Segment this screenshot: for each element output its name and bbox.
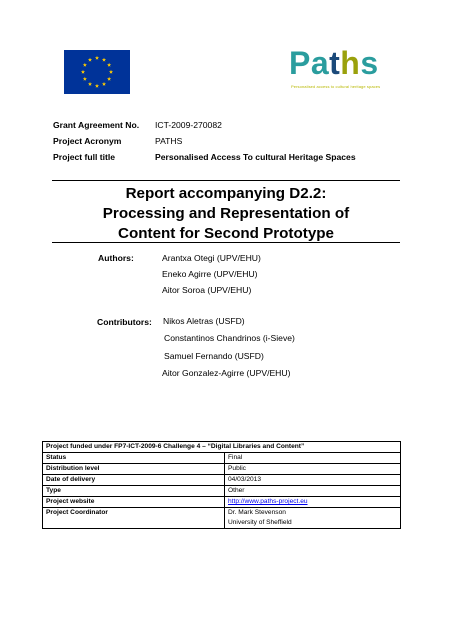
acronym-row [53,133,356,149]
authors-label: Authors: [98,253,134,263]
grant-value: ICT-2009-270082 [155,120,222,130]
contributors-list [162,313,295,381]
grant-info [53,117,356,165]
row-value: Other [225,486,401,497]
row-value: 04/03/2013 [225,475,401,486]
table-row [43,464,401,475]
top-rule [52,180,400,181]
report-title-line-2: Processing and Representation of [102,205,350,222]
author-name: Arantxa Otegi (UPV/EHU) [162,253,261,263]
row-value: Final [225,453,401,464]
row-label: Project website [43,497,225,508]
acronym-label: Project Acronym [53,136,122,146]
acronym-value: PATHS [155,136,183,146]
author-name: Aitor Soroa (UPV/EHU) [162,285,252,295]
row-label: Distribution level [43,464,225,475]
row-label: Date of delivery [43,475,225,486]
full-title-row [53,149,356,165]
bottom-rule [52,242,400,243]
author-name: Eneko Agirre (UPV/EHU) [162,269,258,279]
coordinator-name: Dr. Mark Stevenson [228,509,286,516]
table-row [43,497,401,508]
project-website-cell [225,497,401,508]
grant-label: Grant Agreement No. [53,120,140,130]
eu-flag-icon [64,50,130,94]
table-row [43,508,401,529]
report-title-line-1: Report accompanying D2.2: [125,185,327,202]
row-value: Public [225,464,401,475]
contributor-name: Nikos Aletras (USFD) [163,316,245,326]
paths-logo [289,46,389,94]
coordinator-cell [225,508,401,529]
report-title-line-3: Content for Second Prototype [118,225,334,242]
row-label: Type [43,486,225,497]
contributor-name: Samuel Fernando (USFD) [164,351,264,361]
grant-row [53,117,356,133]
contributors-label: Contributors: [97,317,152,327]
row-label: Status [43,453,225,464]
row-label: Project Coordinator [43,508,225,529]
paths-logo-tagline: Personalised access to cultural heritage spaces [291,84,381,89]
report-title [52,184,400,244]
table-header-row [43,442,401,453]
table-row [43,486,401,497]
paths-logo-wordmark: Paths [289,45,379,81]
project-website-link[interactable]: http://www.paths-project.eu [228,498,308,505]
table-row [43,475,401,486]
contributor-name: Constantinos Chandrinos (i-Sieve) [164,333,295,343]
authors-list [162,250,261,298]
coordinator-affiliation: University of Sheffield [228,519,292,526]
full-title-value: Personalised Access To cultural Heritage Spaces [155,152,356,162]
table-header-cell: Project funded under FP7-ICT-2009-6 Challenge 4 – “Digital Libraries and Content” [43,442,401,453]
table-row [43,453,401,464]
contributor-name: Aitor Gonzalez-Agirre (UPV/EHU) [162,368,291,378]
full-title-label: Project full title [53,152,116,162]
project-info-table [42,441,401,529]
